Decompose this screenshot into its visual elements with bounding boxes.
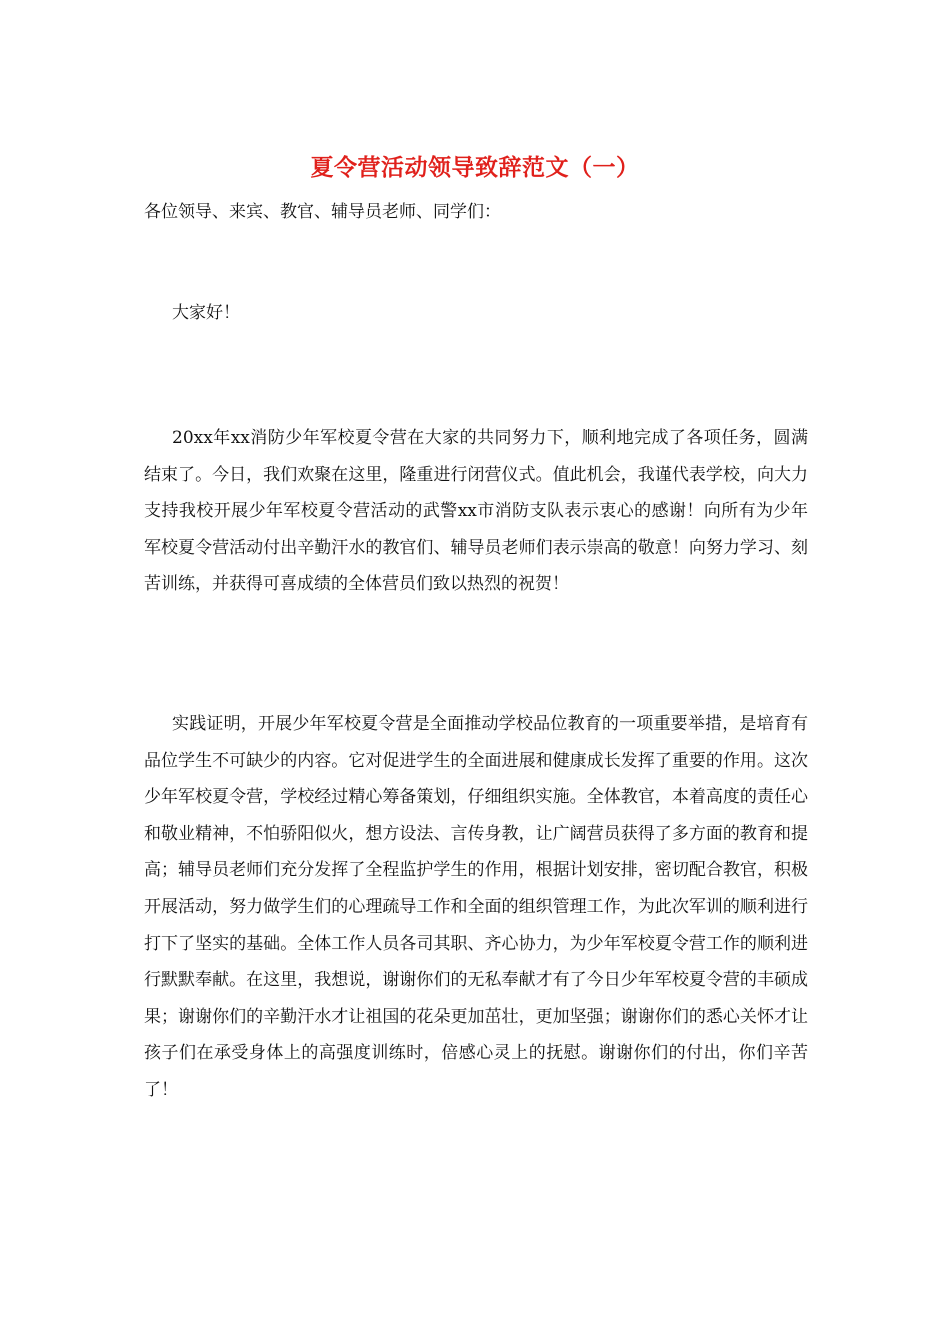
paragraph-1: 20xx年xx消防少年军校夏令营在大家的共同努力下，顺利地完成了各项任务，圆满结束了。今日，我们欢聚在这里，隆重进行闭营仪式。值此机会，我谨代表学校，向大力支持我校开展少年军校夏令营活动的武警xx市消防支队表示衷心的感谢！向所有为少年军校夏令营活动付出辛勤汗水的教官们、辅导员老师们表示崇高的敬意！向努力学习、刻苦训练，并获得可喜成绩的全体营员们致以热烈的祝贺！: [144, 428, 808, 595]
greeting: 大家好！: [172, 303, 240, 323]
document-title: 夏令营活动领导致辞范文（一）: [310, 154, 640, 181]
salutation: 各位领导、来宾、教官、辅导员老师、同学们：: [144, 202, 501, 222]
paragraph-2: 实践证明，开展少年军校夏令营是全面推动学校品位教育的一项重要举措，是培育有品位学生不可缺少的内容。它对促进学生的全面进展和健康成长发挥了重要的作用。这次少年军校夏令营，学校经过精心筹备策划，仔细组织实施。全体教官，本着高度的责任心和敬业精神，不怕骄阳似火，想方设法、言传身教，让广阔营员获得了多方面的教育和提高；辅导员老师们充分发挥了全程监护学生的作用，根据计划安排，密切配合教官，积极开展活动，努力做学生们的心理疏导工作和全面的组织管理工作，为此次军训的顺利进行打下了坚实的基础。全体工作人员各司其职、齐心协力，为少年军校夏令营工作的顺利进行默默奉献。在这里，我想说，谢谢你们的无私奉献才有了今日少年军校夏令营的丰硕成果；谢谢你们的辛勤汗水才让祖国的花朵更加茁壮，更加坚强；谢谢你们的悉心关怀才让孩子们在承受身体上的高强度训练时，倍感心灵上的抚慰。谢谢你们的付出，你们辛苦了！: [144, 714, 808, 1100]
